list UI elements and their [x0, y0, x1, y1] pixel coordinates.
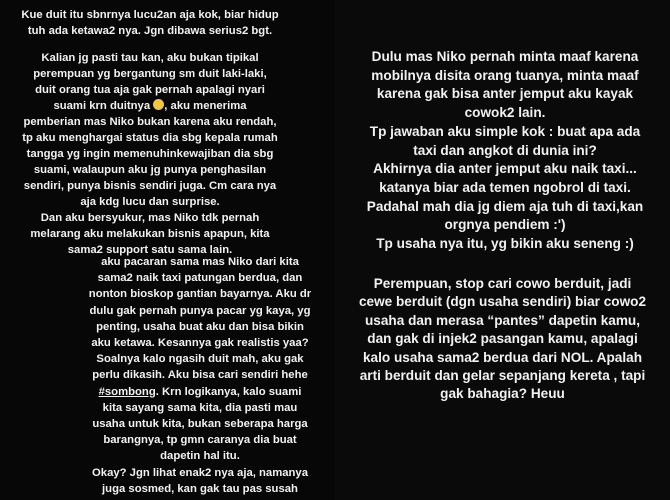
text-line: dan gak di injek2 pasangan kamu, apalagi	[367, 331, 638, 347]
text-line: tuh ada ketawa2 nya. Jgn dibawa serius2 bgt.	[27, 25, 273, 37]
text-line: nonton bioskop gantian bayarnya. Aku dr	[88, 288, 312, 301]
text-line: Dan aku bersyukur, mas Niko tdk pernah	[40, 212, 260, 225]
text-line: dulu gak pernah punya pacar yg kaya, yg	[89, 304, 311, 317]
text-line: karena gak bisa anter jemput aku kayak	[376, 86, 634, 102]
text-segment: , aku menerima	[164, 100, 247, 113]
text-line: Kalian jg pasti tau kan, aku bukan tipikal	[41, 52, 259, 65]
text-line: mobilnya disita orang tuanya, minta maaf	[371, 67, 639, 83]
text-line	[0, 39, 300, 50]
story-text-block	[0, 7, 300, 258]
text-line: aku pacaran sama mas Niko dari kita	[101, 256, 299, 268]
text-line: duit orang tua aja gak pernah apalagi nyari	[35, 84, 265, 97]
right-story-panel	[335, 0, 670, 500]
text-line: sendiri, punya bisnis sendiri juga. Cm cara nya	[23, 180, 277, 193]
hashtag-link[interactable]: #sombong	[98, 385, 156, 398]
text-line: tp aku menghargai status dia sbg kepala rumah	[22, 132, 278, 145]
text-line: usaha dan merasa “pantes” dapetin kamu,	[365, 312, 640, 328]
text-line: aja kdg lucu dan surprise.	[80, 196, 220, 209]
text-line: orgnya pendiem :')	[444, 217, 566, 233]
text-line: Tp jawaban aku simple kok : buat apa ada	[369, 123, 641, 139]
text-line: gak bahagia? Heuu	[440, 386, 565, 402]
text-line: aku ketawa. Kesannya gak realistis yaa?	[91, 337, 309, 350]
text-line	[80, 384, 320, 400]
text-line: tangga yg ingin memenuhinkewajiban dia sbg	[26, 148, 274, 161]
story-text-block	[80, 254, 320, 497]
text-line: cewe berduit (dgn usaha sendiri) biar cowo2	[358, 294, 647, 310]
text-line	[0, 98, 300, 114]
text-line: Dulu mas Niko pernah minta maaf karena	[371, 49, 639, 64]
text-line: Soalnya kalo ngasih duit mah, aku gak	[96, 353, 304, 366]
text-segment: . Krn logikanya, kalo suami	[155, 385, 302, 398]
weary-face-emoji-icon	[153, 99, 164, 110]
text-line: kalo usaha sama2 berdua dari NOL. Apalah	[362, 349, 643, 365]
text-line: Kue duit itu sbnrnya lucu2an aja kok, biar hidup	[21, 9, 279, 21]
story-text-block	[335, 48, 670, 254]
text-line: pemberian mas Niko bukan karena aku rendah,	[23, 116, 277, 129]
text-line: suami, walaupun aku jg punya penghasilan	[33, 164, 267, 177]
text-line: Padahal mah dia jg diem aja tuh di taxi,kan	[366, 198, 644, 214]
text-line: perempuan yg bergantung sm duit laki-laki,	[33, 68, 267, 81]
text-line: Perempuan, stop cari cowo berduit, jadi	[373, 276, 632, 291]
text-line: perlu dikasih. Aku bisa cari sendiri hehe	[92, 369, 308, 382]
text-line: dapetin hal itu.	[160, 450, 240, 463]
text-line: sama2 support satu sama lain.	[67, 244, 233, 257]
text-line: arti berduit dan gelar sepanjang kereta , tapi	[359, 368, 646, 384]
text-line: katanya biar ada temen ngobrol di taxi.	[379, 179, 631, 195]
text-line: kita sayang sama kita, dia pasti mau	[102, 401, 298, 414]
text-line: taxi dan angkot di dunia ini?	[413, 142, 597, 158]
text-line: juga sosmed, kan gak tau pas susah	[102, 482, 298, 495]
text-segment: suami krn duitnya	[53, 100, 154, 113]
story-text-block	[335, 275, 670, 404]
text-line: Akhirnya dia anter jemput aku naik taxi...	[373, 161, 637, 177]
text-line: cowok2 lain.	[464, 105, 546, 121]
text-line: usaha untuk kita, bukan seberapa harga	[92, 418, 308, 431]
text-line: penting, usaha buat aku dan bisa bikin	[96, 320, 304, 333]
text-line: Okay? Jgn lihat enak2 nya aja, namanya	[92, 466, 308, 479]
text-line: melarang aku melakukan bisnis apapun, kita	[30, 228, 270, 241]
text-line: Tp usaha nya itu, yg bikin aku seneng :)	[376, 236, 634, 252]
text-line: barangnya, tp gmn caranya dia buat	[103, 434, 297, 447]
text-line: sama2 naik taxi patungan berdua, dan	[97, 272, 303, 285]
